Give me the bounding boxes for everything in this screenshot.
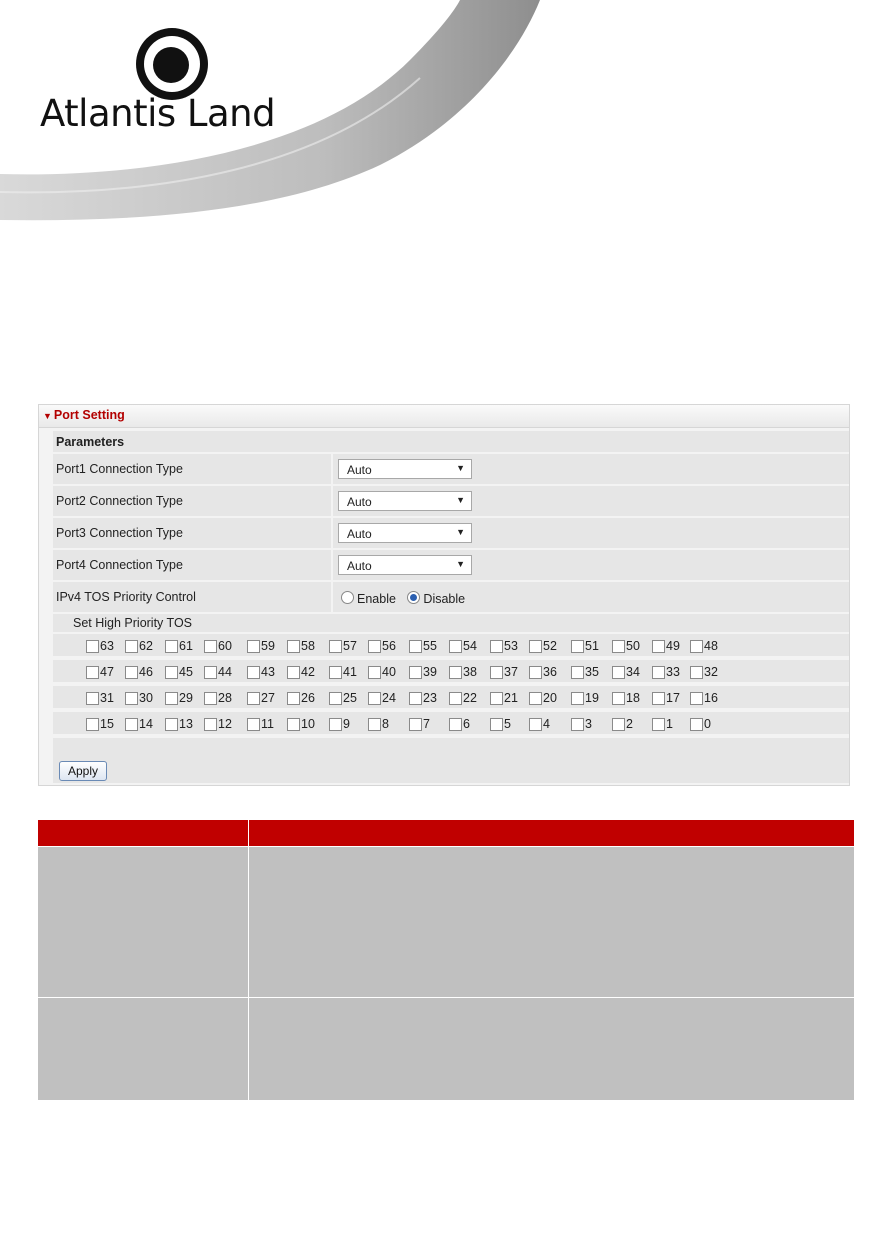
tos-checkbox[interactable]	[204, 718, 217, 731]
tos-checkbox-label: 16	[704, 691, 718, 705]
tos-checkbox[interactable]	[409, 666, 422, 679]
enable-label: Enable	[357, 592, 396, 606]
tos-checkbox-label: 56	[382, 639, 396, 653]
tos-checkbox-label: 31	[100, 691, 114, 705]
dropdown-arrow-icon: ▼	[456, 559, 465, 569]
tos-checkbox-label: 17	[666, 691, 680, 705]
tos-checkbox-label: 45	[179, 665, 193, 679]
port3-row	[53, 518, 849, 550]
tos-checkbox[interactable]	[204, 666, 217, 679]
tos-checkbox-label: 23	[423, 691, 437, 705]
tos-checkbox[interactable]	[409, 718, 422, 731]
tos-checkbox-label: 39	[423, 665, 437, 679]
tos-checkbox[interactable]	[571, 692, 584, 705]
tos-checkbox[interactable]	[690, 640, 703, 653]
tos-checkbox-label: 2	[626, 717, 633, 731]
tos-checkbox[interactable]	[204, 692, 217, 705]
tos-checkbox-label: 35	[585, 665, 599, 679]
tos-checkbox[interactable]	[652, 666, 665, 679]
tos-checkbox-label: 18	[626, 691, 640, 705]
tos-checkbox-label: 43	[261, 665, 275, 679]
tos-checkbox-label: 22	[463, 691, 477, 705]
tos-checkbox-label: 21	[504, 691, 518, 705]
tos-checkbox-label: 41	[343, 665, 357, 679]
port2-row	[53, 486, 849, 518]
tos-checkbox[interactable]	[125, 640, 138, 653]
tos-checkbox-label: 24	[382, 691, 396, 705]
tos-checkbox[interactable]	[125, 692, 138, 705]
tos-checkbox[interactable]	[165, 692, 178, 705]
header-banner	[0, 0, 894, 230]
tos-checkbox[interactable]	[490, 692, 503, 705]
tos-checkbox[interactable]	[529, 666, 542, 679]
tos-checkbox-label: 30	[139, 691, 153, 705]
tos-checkbox-label: 9	[343, 717, 350, 731]
tos-checkbox-label: 1	[666, 717, 673, 731]
tos-row-4	[53, 712, 849, 736]
high-priority-label: Set High Priority TOS	[73, 616, 193, 630]
panel-header[interactable]	[39, 405, 849, 428]
tos-checkbox-label: 5	[504, 717, 511, 731]
tos-checkbox[interactable]	[165, 640, 178, 653]
tos-checkbox-label: 50	[626, 639, 640, 653]
tos-checkbox[interactable]	[329, 692, 342, 705]
tos-checkbox-label: 7	[423, 717, 430, 731]
tos-checkbox[interactable]	[247, 640, 260, 653]
brand-logo-text: Atlantis Land	[40, 92, 276, 135]
tos-checkbox[interactable]	[165, 718, 178, 731]
tos-checkbox-label: 10	[301, 717, 315, 731]
port4-label: Port4 Connection Type	[56, 558, 183, 572]
tos-checkbox[interactable]	[690, 718, 703, 731]
dropdown-arrow-icon: ▼	[456, 527, 465, 537]
tos-checkbox[interactable]	[449, 666, 462, 679]
tos-checkbox[interactable]	[368, 718, 381, 731]
enable-radio[interactable]	[341, 592, 396, 606]
tos-checkbox[interactable]	[612, 666, 625, 679]
tos-checkbox[interactable]	[287, 692, 300, 705]
tos-checkbox[interactable]	[612, 692, 625, 705]
tos-checkbox[interactable]	[612, 640, 625, 653]
tos-checkbox-label: 54	[463, 639, 477, 653]
tos-checkbox-label: 11	[261, 717, 274, 731]
tos-checkbox[interactable]	[125, 718, 138, 731]
tos-checkbox[interactable]	[287, 718, 300, 731]
tos-checkbox-label: 62	[139, 639, 153, 653]
tos-checkbox-label: 61	[179, 639, 193, 653]
tos-row-3	[53, 686, 849, 710]
tos-checkbox-label: 20	[543, 691, 557, 705]
tos-checkbox-label: 26	[301, 691, 315, 705]
tos-checkbox[interactable]	[409, 640, 422, 653]
tos-checkbox-label: 53	[504, 639, 518, 653]
tos-checkbox[interactable]	[86, 692, 99, 705]
tos-checkbox[interactable]	[529, 692, 542, 705]
port4-connection-select[interactable]	[338, 555, 472, 575]
tos-checkbox[interactable]	[86, 666, 99, 679]
tos-checkbox-label: 12	[218, 717, 232, 731]
tos-checkbox-label: 3	[585, 717, 592, 731]
panel-title	[43, 408, 125, 422]
port3-value: Auto	[347, 527, 372, 541]
tos-checkbox[interactable]	[329, 718, 342, 731]
panel-title-text: Port Setting	[53, 408, 125, 422]
table-row	[38, 998, 854, 1100]
apply-button[interactable]: Apply	[59, 761, 107, 781]
radio-icon	[341, 591, 354, 604]
tos-checkbox[interactable]	[490, 718, 503, 731]
tos-checkbox[interactable]	[368, 692, 381, 705]
tos-control-row	[53, 582, 849, 614]
disable-radio[interactable]	[407, 592, 465, 606]
dropdown-arrow-icon: ▼	[456, 463, 465, 473]
tos-checkbox[interactable]	[490, 666, 503, 679]
tos-checkbox[interactable]	[86, 718, 99, 731]
tos-checkbox[interactable]	[204, 640, 217, 653]
port4-row	[53, 550, 849, 582]
tos-checkbox[interactable]	[612, 718, 625, 731]
apply-row	[53, 738, 849, 785]
tos-checkbox[interactable]	[571, 640, 584, 653]
tos-checkbox[interactable]	[368, 640, 381, 653]
tos-checkbox-label: 0	[704, 717, 711, 731]
tos-checkbox[interactable]	[449, 640, 462, 653]
tos-checkbox-label: 58	[301, 639, 315, 653]
tos-checkbox[interactable]	[449, 718, 462, 731]
tos-checkbox[interactable]	[571, 718, 584, 731]
tos-control-label: IPv4 TOS Priority Control	[56, 590, 196, 604]
tos-checkbox[interactable]	[652, 640, 665, 653]
tos-checkbox-label: 60	[218, 639, 232, 653]
tos-checkbox-label: 51	[585, 639, 599, 653]
parameters-header-row	[53, 431, 849, 454]
tos-checkbox-label: 29	[179, 691, 193, 705]
tos-checkbox[interactable]	[529, 718, 542, 731]
tos-checkbox-label: 27	[261, 691, 275, 705]
port1-value: Auto	[347, 463, 372, 477]
tos-checkbox[interactable]	[287, 666, 300, 679]
tos-checkbox[interactable]	[690, 666, 703, 679]
tos-checkbox-label: 40	[382, 665, 396, 679]
tos-checkbox-label: 55	[423, 639, 437, 653]
tos-checkbox[interactable]	[247, 718, 260, 731]
tos-checkbox[interactable]	[490, 640, 503, 653]
tos-checkbox-label: 14	[139, 717, 153, 731]
tos-checkbox[interactable]	[329, 666, 342, 679]
logo-icon	[136, 28, 208, 100]
tos-checkbox-label: 28	[218, 691, 232, 705]
tos-checkbox[interactable]	[690, 692, 703, 705]
tos-checkbox[interactable]	[125, 666, 138, 679]
tos-checkbox[interactable]	[571, 666, 584, 679]
radio-selected-icon	[407, 591, 420, 604]
tos-checkbox-label: 49	[666, 639, 680, 653]
port3-connection-select[interactable]	[338, 523, 472, 543]
high-priority-row	[53, 614, 849, 634]
disable-label: Disable	[423, 592, 466, 606]
tos-checkbox[interactable]	[86, 640, 99, 653]
port2-value: Auto	[347, 495, 372, 509]
tos-checkbox-label: 25	[343, 691, 357, 705]
tos-checkbox-label: 34	[626, 665, 640, 679]
port-setting-panel	[38, 404, 850, 786]
port1-row	[53, 454, 849, 486]
tos-checkbox-label: 46	[139, 665, 153, 679]
tos-checkbox-label: 36	[543, 665, 557, 679]
tos-checkbox[interactable]	[247, 666, 260, 679]
tos-checkbox-label: 57	[343, 639, 357, 653]
tos-checkbox-label: 48	[704, 639, 718, 653]
tos-checkbox[interactable]	[652, 692, 665, 705]
port1-label: Port1 Connection Type	[56, 462, 183, 476]
collapse-triangle-icon: ▼	[43, 411, 52, 421]
tos-checkbox[interactable]	[529, 640, 542, 653]
table-row	[38, 847, 854, 997]
tos-checkbox-label: 8	[382, 717, 389, 731]
parameters-label: Parameters	[56, 435, 125, 449]
tos-checkbox[interactable]	[652, 718, 665, 731]
tos-checkbox-label: 44	[218, 665, 232, 679]
tos-row-2	[53, 660, 849, 684]
dropdown-arrow-icon: ▼	[456, 495, 465, 505]
tos-checkbox-label: 6	[463, 717, 470, 731]
tos-row-1	[53, 634, 849, 658]
port3-label: Port3 Connection Type	[56, 526, 183, 540]
tos-checkbox-label: 42	[301, 665, 315, 679]
tos-checkbox[interactable]	[287, 640, 300, 653]
tos-checkbox[interactable]	[165, 666, 178, 679]
port2-label: Port2 Connection Type	[56, 494, 183, 508]
tos-checkbox-label: 59	[261, 639, 275, 653]
tos-checkbox-label: 19	[585, 691, 599, 705]
tos-checkbox-label: 52	[543, 639, 557, 653]
tos-checkbox[interactable]	[449, 692, 462, 705]
tos-checkbox[interactable]	[247, 692, 260, 705]
port2-connection-select[interactable]	[338, 491, 472, 511]
table-header	[38, 820, 854, 846]
tos-checkbox-label: 38	[463, 665, 477, 679]
tos-checkbox-label: 33	[666, 665, 680, 679]
tos-checkbox-label: 47	[100, 665, 114, 679]
tos-checkbox-label: 13	[179, 717, 193, 731]
port1-connection-select[interactable]	[338, 459, 472, 479]
tos-checkbox[interactable]	[368, 666, 381, 679]
port4-value: Auto	[347, 559, 372, 573]
tos-checkbox[interactable]	[329, 640, 342, 653]
tos-checkbox-label: 37	[504, 665, 518, 679]
tos-checkbox-label: 63	[100, 639, 114, 653]
tos-checkbox-label: 4	[543, 717, 550, 731]
tos-checkbox[interactable]	[409, 692, 422, 705]
tos-checkbox-label: 15	[100, 717, 114, 731]
tos-checkbox-label: 32	[704, 665, 718, 679]
